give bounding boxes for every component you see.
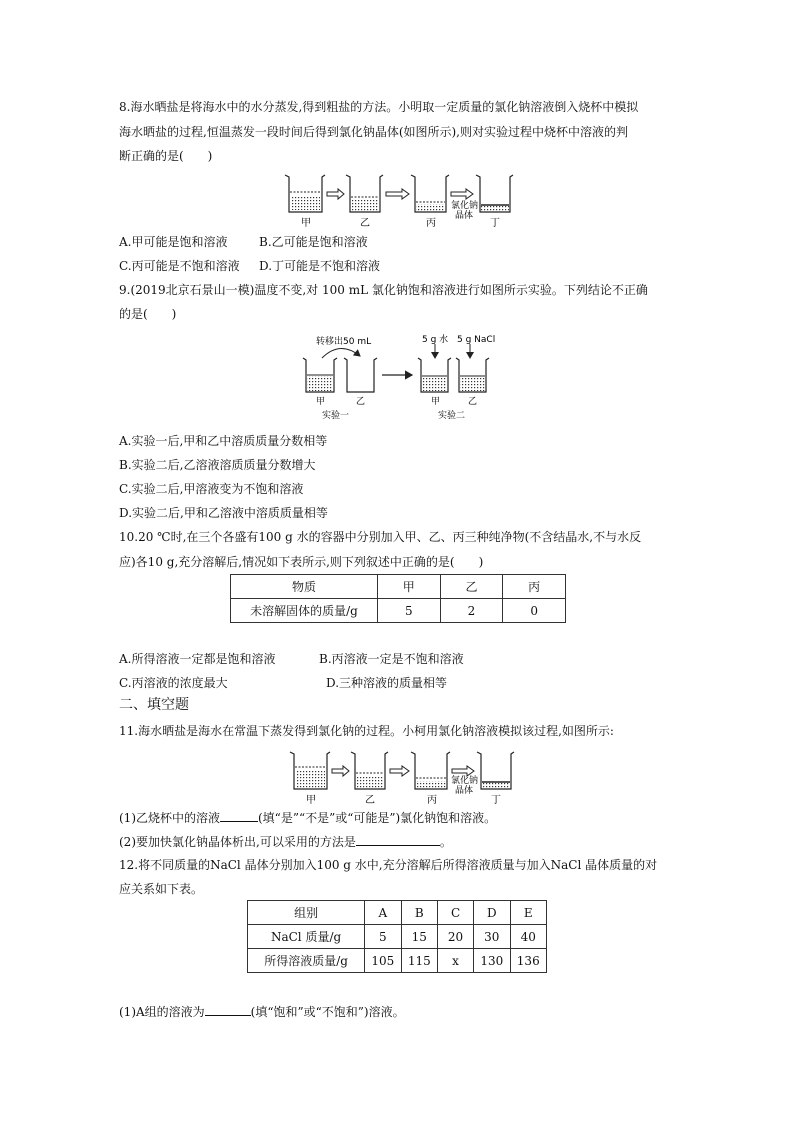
- q11-arrow-text-1: 氯化钠: [451, 776, 479, 786]
- table-row: [248, 925, 547, 949]
- q9-line1: 9.(2019北京石景山一模)温度不变,对 100 mL 氯化钠饱和溶液进行如图所示实验。下列结论不正确: [119, 283, 648, 297]
- q10-cell: 5: [377, 599, 440, 623]
- q12-sub1: [119, 1003, 405, 1020]
- q8-label-jia: 甲: [301, 218, 311, 229]
- q12-cell: 115: [401, 949, 437, 973]
- q11-blank-1[interactable]: [220, 809, 258, 822]
- table-row: [231, 599, 566, 623]
- q11-beaker-figure: [285, 747, 521, 809]
- q12-cell: 130: [474, 949, 510, 973]
- q12-cell: 105: [365, 949, 401, 973]
- q10-option-c: C.丙溶液的浓度最大: [119, 676, 228, 690]
- q9-exp1-label: 实验一: [322, 411, 350, 421]
- q8-label-bing: 丙: [426, 218, 436, 229]
- q12-cell: NaCl 质量/g: [248, 925, 365, 949]
- q12-table: [247, 900, 547, 973]
- q12-cell: 40: [510, 925, 547, 949]
- q10-option-b: B.丙溶液一定是不饱和溶液: [319, 652, 464, 666]
- q12-cell: 5: [365, 925, 401, 949]
- q9-nacl-label: 5 g NaCl: [457, 335, 496, 345]
- q9-exp2-jia: 甲: [431, 397, 441, 407]
- q8-line2: 海水晒盐的过程,恒温蒸发一段时间后得到氯化钠晶体(如图所示),则对实验过程中烧杯中溶液的判: [119, 125, 628, 139]
- q9-exp1-jia: 甲: [316, 397, 326, 407]
- q10-header-cell: 甲: [377, 575, 440, 599]
- table-row: [231, 575, 566, 599]
- q12-cell: 30: [474, 925, 510, 949]
- q12-header-cell: D: [474, 901, 510, 925]
- q8-line3: 断正确的是( ): [119, 149, 213, 163]
- q12-header-cell: 组别: [248, 901, 365, 925]
- q12-header-cell: E: [510, 901, 547, 925]
- section-title: 二、填空题: [119, 697, 189, 713]
- q11-label-yi: 乙: [365, 795, 375, 806]
- q9-line2: 的是( ): [119, 307, 177, 321]
- q11-label-ding: 丁: [491, 795, 501, 806]
- q9-option-b: B.实验二后,乙溶液溶质质量分数增大: [119, 458, 316, 472]
- q11-label-bing: 丙: [427, 795, 437, 806]
- q11-label-jia: 甲: [306, 795, 316, 806]
- q9-option-d: D.实验二后,甲和乙溶液中溶质质量相等: [119, 506, 328, 520]
- q12-cell: 136: [510, 949, 547, 973]
- q9-exp2-label: 实验二: [438, 411, 466, 421]
- q9-exp2-yi: 乙: [468, 397, 478, 407]
- q8-beaker-figure: [280, 170, 516, 232]
- q8-arrow-text-2: 晶体: [455, 211, 474, 221]
- q12-cell: 所得溶液质量/g: [248, 949, 365, 973]
- q11-sub1-text-b: (填“是”“不是”或“可能是”)氯化钠饱和溶液。: [258, 811, 497, 825]
- q10-line1: 10.20 ℃时,在三个各盛有100 g 水的容器中分别加入甲、乙、丙三种纯净物(不含结晶水,不与水反: [119, 530, 642, 544]
- q11-sub1: [119, 809, 496, 826]
- q11-sub2-text-b: 。: [439, 835, 452, 849]
- q12-sub1-text-b: (填“饱和”或“不饱和”)溶液。: [250, 1005, 405, 1019]
- q9-transfer-label: 转移出50 mL: [316, 337, 372, 347]
- q8-option-a: A.甲可能是饱和溶液: [119, 235, 228, 249]
- q9-experiment-figure: [300, 330, 500, 422]
- q12-cell: x: [437, 949, 473, 973]
- q8-option-b: B.乙可能是饱和溶液: [259, 235, 368, 249]
- q10-option-d: D.三种溶液的质量相等: [326, 676, 448, 690]
- q11-sub1-text-a: (1)乙烧杯中的溶液: [119, 811, 220, 825]
- q9-option-c: C.实验二后,甲溶液变为不饱和溶液: [119, 482, 304, 496]
- q11-sub2: [119, 833, 452, 850]
- q9-water-label: 5 g 水: [422, 335, 449, 345]
- q12-line1: 12.将不同质量的NaCl 晶体分别加入100 g 水中,充分溶解后所得溶液质量与加入NaCl 晶体质量的对: [119, 858, 658, 872]
- q12-line2: 应关系如下表。: [119, 882, 204, 896]
- q9-option-a: A.实验一后,甲和乙中溶质质量分数相等: [119, 434, 328, 448]
- q12-cell: 15: [401, 925, 437, 949]
- q10-cell: 0: [503, 599, 566, 623]
- q11-blank-2[interactable]: [356, 833, 440, 846]
- q12-header-cell: B: [401, 901, 437, 925]
- q12-cell: 20: [437, 925, 473, 949]
- q8-label-yi: 乙: [360, 218, 370, 229]
- q10-line2: 应)各10 g,充分溶解后,情况如下表所示,则下列叙述中正确的是( ): [119, 555, 484, 569]
- q10-cell: 未溶解固体的质量/g: [231, 599, 378, 623]
- q11-line1: 11.海水晒盐是海水在常温下蒸发得到氯化钠的过程。小柯用氯化钠溶液模拟该过程,如图所示:: [119, 724, 614, 738]
- q12-header-cell: C: [437, 901, 473, 925]
- q10-cell: 2: [440, 599, 503, 623]
- table-row: [248, 901, 547, 925]
- q10-header-cell: 物质: [231, 575, 378, 599]
- q10-header-cell: 乙: [440, 575, 503, 599]
- q10-header-cell: 丙: [503, 575, 566, 599]
- q8-line1: 8.海水晒盐是将海水中的水分蒸发,得到粗盐的方法。小明取一定质量的氯化钠溶液倒入烧杯中模拟: [119, 100, 639, 114]
- q12-blank-1[interactable]: [205, 1003, 251, 1016]
- q12-header-cell: A: [365, 901, 401, 925]
- q8-option-d: D.丁可能是不饱和溶液: [259, 259, 381, 273]
- q10-table: [230, 574, 566, 623]
- q8-arrow-text-1: 氯化钠: [451, 201, 479, 211]
- q10-option-a: A.所得溶液一定都是饱和溶液: [119, 652, 276, 666]
- table-row: [248, 949, 547, 973]
- q8-option-c: C.丙可能是不饱和溶液: [119, 259, 240, 273]
- q11-sub2-text-a: (2)要加快氯化钠晶体析出,可以采用的方法是: [119, 835, 356, 849]
- q9-exp1-yi: 乙: [356, 397, 366, 407]
- q8-label-ding: 丁: [490, 218, 500, 229]
- q11-arrow-text-2: 晶体: [455, 786, 474, 796]
- q12-sub1-text-a: (1)A组的溶液为: [119, 1005, 205, 1019]
